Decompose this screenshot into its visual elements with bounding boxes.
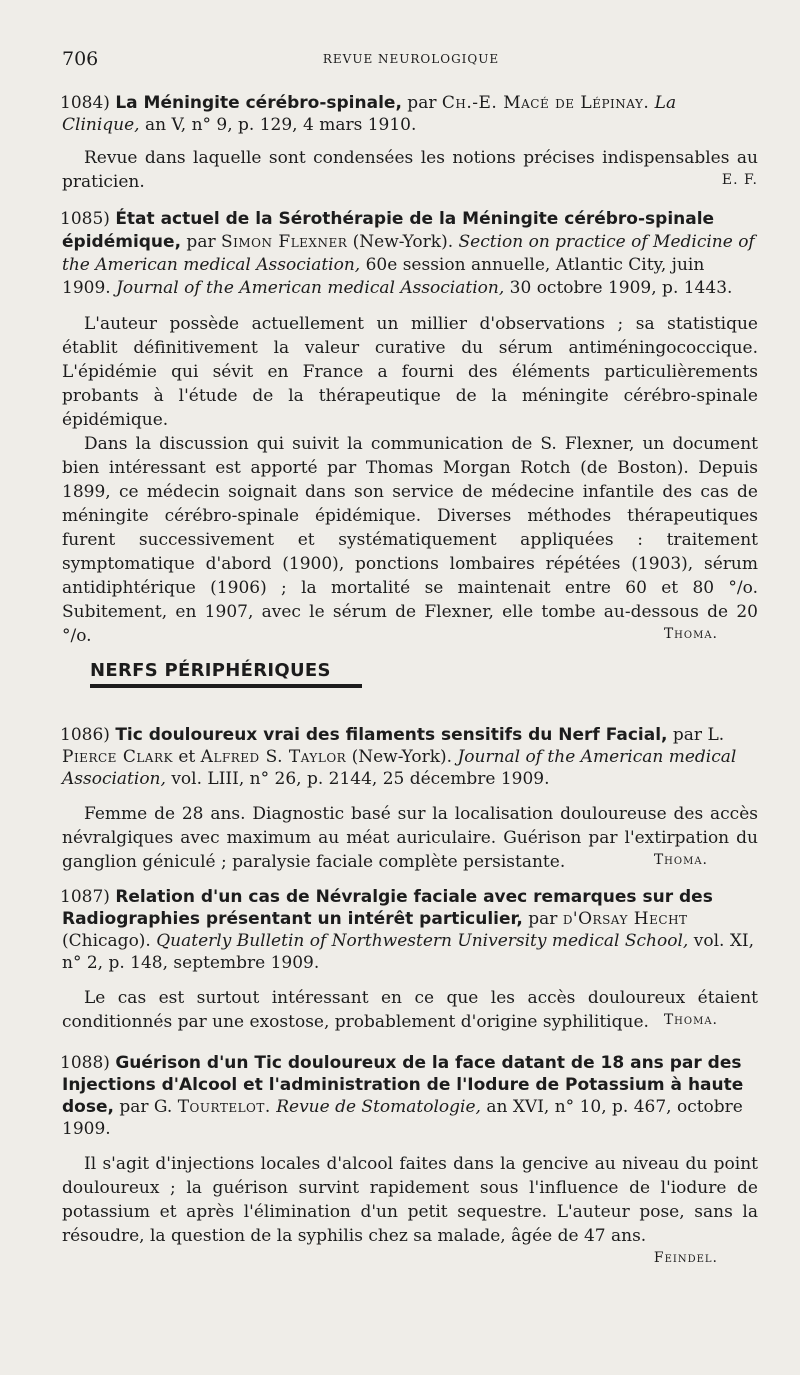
journal-name: Section on practice of Medicine of the American medical Association, [62, 232, 755, 275]
article-number: 1088) [60, 1053, 110, 1073]
article-1085 [60, 208, 758, 646]
citation-text: (Chicago). [62, 931, 157, 951]
journal-name: Journal of the American medical Association, [62, 747, 737, 789]
citation-text: par [401, 93, 442, 113]
author-name: Simon Flexner [220, 232, 348, 252]
citation-text: an XVI, n° 10, p. 467, octobre 1909. [62, 1097, 743, 1139]
article-signature: Thoma. [653, 852, 708, 868]
running-title: REVUE NEUROLOGIQUE [322, 52, 500, 66]
article-body: Dans la discussion qui suivit la communication de S. Flexner, un document bien intéressant est apporté par Thomas Morgan Rotch (de Boston). Depuis 1899, ce médecin soignait dans son service de médecine infantile des cas de méningite cérébro-spinale épidémique. Diverses méthodes thérapeutiques furent successivement et systématiquement appliquées : traitement symptomatique d'abord (1900), ponctions lombaires répétées (1903), sérum antidiphtérique (1906) ; la mortalité se maintenait entre 60 et 80 °/o. Subitement, en 1907, avec le sérum de Flexner, elle tombe au-dessous de 20 °/o. [62, 434, 758, 646]
author-name: Ch.-E. Macé de Lépinay. [441, 93, 650, 113]
section-rule [90, 684, 362, 688]
article-number: 1084) [60, 93, 110, 113]
article-1084 [60, 92, 758, 192]
article-title: État actuel de la Sérothérapie de la Méningite cérébro-spinale épidémique, [62, 209, 715, 252]
journal-name: Quaterly Bulletin of Northwestern University medical School, [156, 931, 689, 951]
article-1086 [60, 724, 758, 872]
article-1087 [60, 886, 758, 1032]
citation-text: (New-York). [346, 747, 458, 767]
article-title: La Méningite cérébro-spinale, [115, 93, 402, 113]
page-number: 706 [62, 48, 99, 70]
article-body: L'auteur possède actuellement un millier d'observations ; sa statistique établit définitivement la valeur curative du sérum antiméningococcique. L'épidémie qui sévit en France a fourni des éléments particulièrements probants à l'étude de la thérapeutique de la méningite cérébro-spinale épidémique. [62, 314, 758, 430]
journal-name: La Clinique, [62, 93, 677, 135]
article-signature: Thoma. [663, 626, 718, 642]
article-1088 [62, 1052, 758, 1266]
article-body: Femme de 28 ans. Diagnostic basé sur la localisation douloureuse des accès névralgiques avec maximum au méat auriculaire. Guérison par l'extirpation du ganglion géniculé ; paralysie faciale complète persistante. [62, 804, 758, 872]
page-header [62, 48, 760, 72]
citation-text: an V, n° 9, p. 129, 4 mars 1910. [139, 115, 417, 135]
journal-name: Journal of the American medical Association, [116, 278, 505, 298]
article-body: Revue dans laquelle sont condensées les notions précises indispensables au praticien. [62, 148, 758, 192]
citation-text: vol. LIII, n° 26, p. 2144, 25 décembre 1909. [165, 769, 550, 789]
citation-text: 60e session annuelle, Atlantic City, juin 1909. [62, 255, 705, 298]
section-title: NERFS PÉRIPHÉRIQUES [90, 660, 331, 681]
article-signature: Feindel. [653, 1250, 718, 1266]
citation-text: 30 octobre 1909, p. 1443. [504, 278, 733, 298]
citation-text: par L. [667, 725, 725, 745]
article-number: 1085) [60, 209, 110, 229]
article-title: Tic douloureux vrai des filaments sensitifs du Nerf Facial, [115, 725, 668, 745]
article-title: Guérison d'un Tic douloureux de la face datant de 18 ans par des Injections d'Alcool et l'administration de l'Iodure de Potassium à haute dose, [62, 1053, 744, 1117]
article-heading [62, 886, 758, 974]
article-heading [62, 1052, 758, 1140]
article-number: 1087) [60, 887, 110, 907]
citation-text: (New-York). [347, 232, 459, 252]
citation-text: et [172, 747, 201, 767]
article-heading [62, 208, 758, 300]
article-body: Il s'agit d'injections locales d'alcool faites dans la gencive au niveau du point douloureux ; la guérison survint rapidement sous l'influence de l'iodure de potassium et après l'élimination d'un petit sequestre. L'auteur pose, sans la résoudre, la question de la syphilis chez sa malade, âgée de 47 ans. [62, 1154, 758, 1246]
article-heading [62, 92, 758, 136]
author-name: Alfred S. Taylor [200, 747, 347, 767]
journal-name: Revue de Stomatologie, [276, 1097, 481, 1117]
author-name: Tourtelot. [177, 1097, 271, 1117]
article-signature: E. F. [721, 172, 758, 188]
article-title: Relation d'un cas de Névralgie faciale avec remarques sur des Radiographies présentant un intérêt particulier, [62, 887, 713, 929]
citation-text: vol. XI, n° 2, p. 148, septembre 1909. [62, 931, 755, 973]
author-name: Pierce Clark [62, 747, 173, 767]
article-heading [62, 724, 758, 790]
article-body: Le cas est surtout intéressant en ce que les accès douloureux étaient conditionnés par une exostose, probablement d'origine syphilitique. [62, 988, 758, 1032]
author-name: d'Orsay Hecht [562, 909, 688, 929]
article-number: 1086) [60, 725, 110, 745]
citation-text: par [522, 909, 563, 929]
citation-text: par G. [113, 1097, 178, 1117]
citation-text: par [181, 232, 221, 252]
article-signature: Thoma. [663, 1012, 718, 1028]
